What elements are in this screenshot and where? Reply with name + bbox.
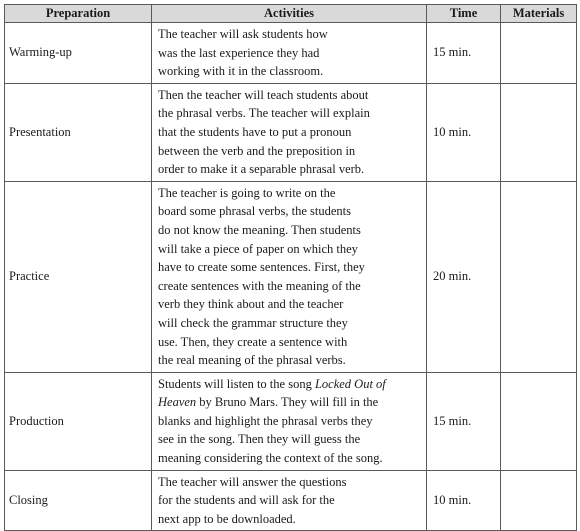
preparation-cell: Production [5,372,152,470]
activity-line [158,375,422,394]
activity-line: board some phrasal verbs, the students [158,204,352,219]
activity-line: The teacher will answer the questions [158,474,347,489]
activity-line-text: by Bruno Mars. They will fill in the [199,395,379,410]
time-cell: 15 min. [427,372,501,470]
header-activities: Activities [152,5,427,23]
time-cell: 20 min. [427,181,501,372]
activities-cell [152,83,427,181]
header-time: Time [427,5,501,23]
time-cell: 10 min. [427,470,501,531]
activity-line: will take a piece of paper on which they [158,241,358,256]
activity-line: create sentences with the meaning of the [158,278,361,293]
song-title: Locked Out of [314,376,386,391]
header-row [5,5,577,23]
table-row [5,181,577,372]
activity-line: order to make it a separable phrasal verb. [158,162,365,177]
table-row [5,23,577,84]
activity-line: between the verb and the preposition in [158,143,356,158]
preparation-cell: Presentation [5,83,152,181]
song-title: Heaven [158,395,197,410]
activity-line: verb they think about and the teacher [158,297,344,312]
activity-line: the real meaning of the phrasal verbs. [158,353,346,368]
activity-line: do not know the meaning. Then students [158,222,361,237]
materials-cell [501,470,577,531]
activities-cell [152,372,427,470]
time-cell: 10 min. [427,83,501,181]
table-row [5,470,577,531]
table-row [5,83,577,181]
activity-line: next app to be downloaded. [158,511,296,526]
activity-line: that the students have to put a pronoun [158,124,352,139]
activities-cell [152,23,427,84]
activities-cell [152,181,427,372]
preparation-cell: Warming-up [5,23,152,84]
activity-line: meaning considering the context of the song. [158,451,383,466]
activities-cell [152,470,427,531]
header-preparation: Preparation [5,5,152,23]
activity-line: see in the song. Then they will guess the [158,432,361,447]
activity-line: have to create some sentences. First, they [158,260,365,275]
activity-line: blanks and highlight the phrasal verbs they [158,413,373,428]
activity-line: was the last experience they had [158,45,320,60]
header-materials: Materials [501,5,577,23]
lesson-plan-table [4,4,577,531]
activity-line-text: Students will listen to the song [158,376,312,391]
activity-line: The teacher will ask students how [158,27,328,41]
activity-line: for the students and will ask for the [158,493,335,508]
materials-cell [501,83,577,181]
activity-line [158,393,422,412]
materials-cell [501,23,577,84]
table-row [5,372,577,470]
activity-line: use. Then, they create a sentence with [158,334,348,349]
activity-line: the phrasal verbs. The teacher will explain [158,106,370,121]
materials-cell [501,181,577,372]
materials-cell [501,372,577,470]
preparation-cell: Practice [5,181,152,372]
activity-line: working with it in the classroom. [158,64,324,79]
preparation-cell: Closing [5,470,152,531]
activity-line: will check the grammar structure they [158,315,348,330]
activity-line: Then the teacher will teach students about [158,87,369,102]
activity-line: The teacher is going to write on the [158,185,336,200]
time-cell: 15 min. [427,23,501,84]
